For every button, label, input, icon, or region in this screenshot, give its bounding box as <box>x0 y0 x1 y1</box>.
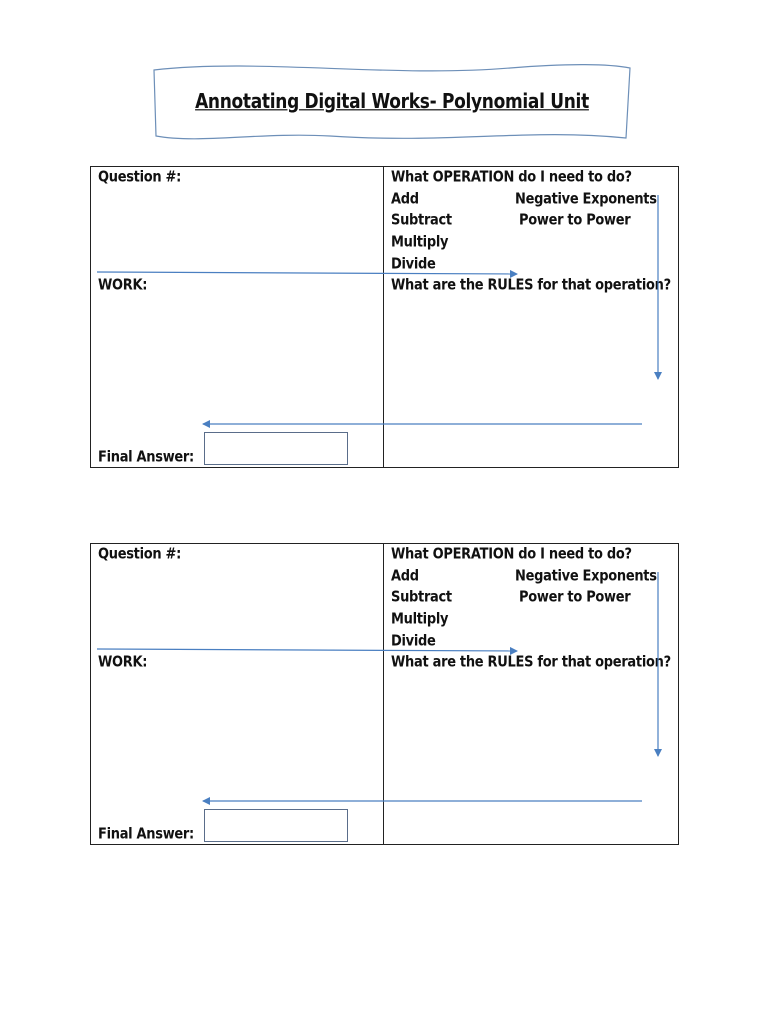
title-banner <box>150 62 634 144</box>
rules-prompt: What are the RULES for that operation? <box>391 277 671 295</box>
flow-arrows <box>91 544 680 846</box>
flow-arrows <box>91 167 680 469</box>
operation-power-to-power: Power to Power <box>519 212 631 230</box>
worksheet-card-2 <box>90 543 679 845</box>
operation-negative-exponents: Negative Exponents <box>515 191 657 209</box>
arrow-right <box>97 649 517 651</box>
operation-prompt: What OPERATION do I need to do? <box>391 169 632 187</box>
operation-prompt: What OPERATION do I need to do? <box>391 546 632 564</box>
operation-multiply: Multiply <box>391 234 449 252</box>
page-title: Annotating Digital Works- Polynomial Unit <box>195 90 589 114</box>
operation-multiply: Multiply <box>391 611 449 629</box>
question-label: Question #: <box>98 169 182 187</box>
worksheet-card-1 <box>90 166 679 468</box>
final-answer-label: Final Answer: <box>98 449 194 467</box>
operation-divide: Divide <box>391 256 436 274</box>
operation-divide: Divide <box>391 633 436 651</box>
work-label: WORK: <box>98 277 148 295</box>
operation-add: Add <box>391 191 419 209</box>
operation-negative-exponents: Negative Exponents <box>515 568 657 586</box>
question-label: Question #: <box>98 546 182 564</box>
final-answer-label: Final Answer: <box>98 826 194 844</box>
operation-subtract: Subtract <box>391 589 452 607</box>
operation-add: Add <box>391 568 419 586</box>
operation-subtract: Subtract <box>391 212 452 230</box>
work-label: WORK: <box>98 654 148 672</box>
rules-prompt: What are the RULES for that operation? <box>391 654 671 672</box>
arrow-right <box>97 272 517 274</box>
operation-power-to-power: Power to Power <box>519 589 631 607</box>
